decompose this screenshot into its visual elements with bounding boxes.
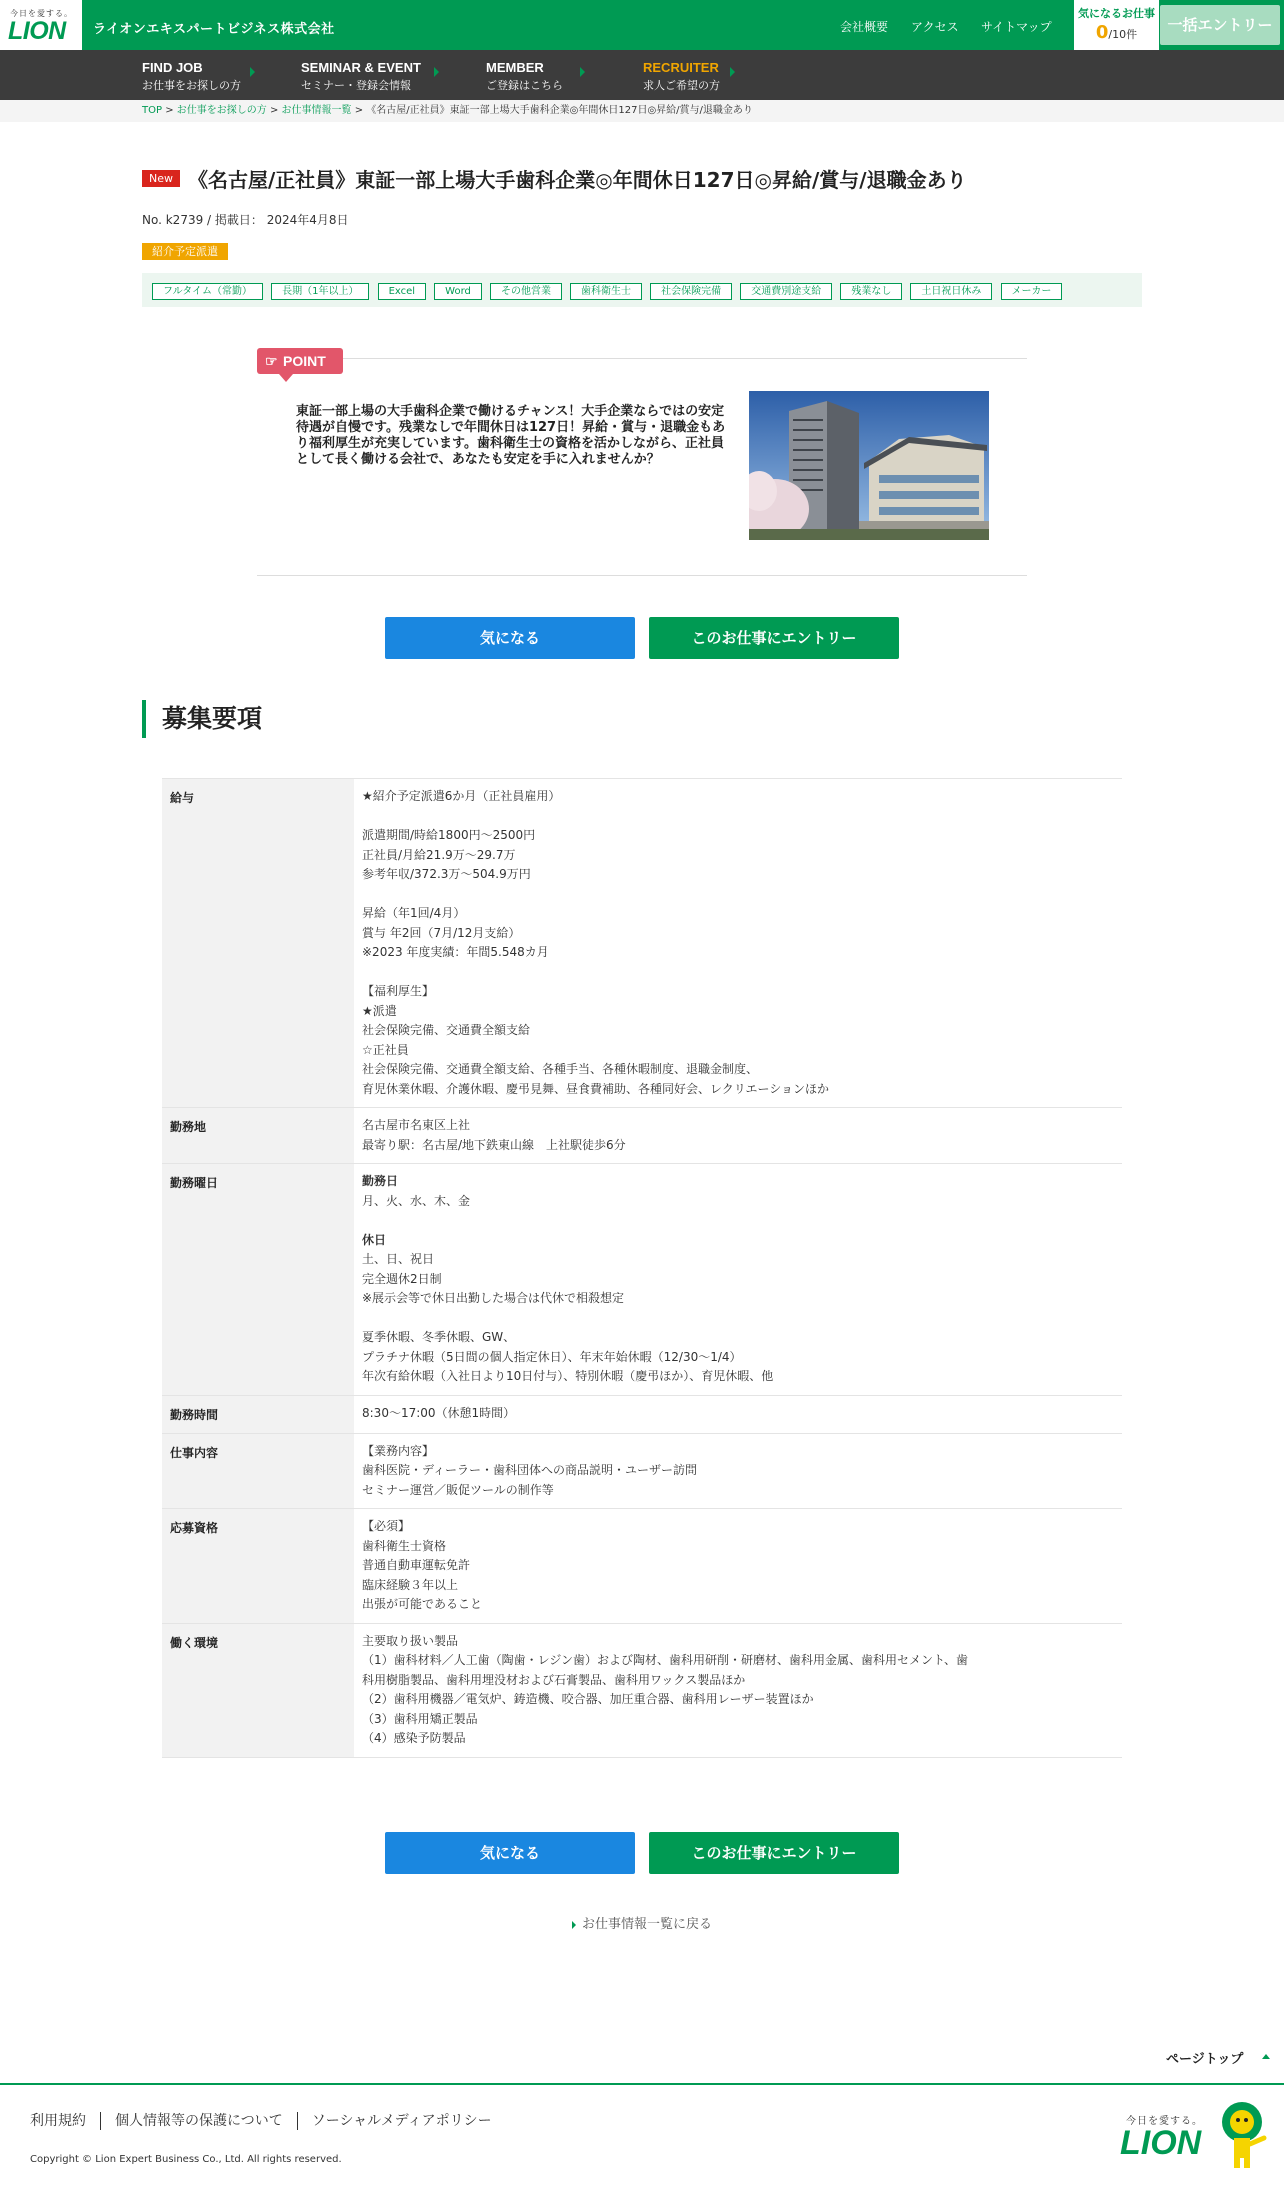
requirement-value — [354, 1433, 1122, 1509]
breadcrumb-separator: > — [354, 105, 367, 116]
logo-text: LION — [1120, 2124, 1202, 2162]
requirement-line: 参考年収/372.3万～504.9万円 — [362, 867, 531, 881]
requirement-line: ☆正社員 — [362, 1042, 409, 1057]
requirement-label: 勤務地 — [162, 1108, 354, 1164]
favorites-count: 0 — [1095, 22, 1109, 43]
util-link-access[interactable]: アクセス — [911, 20, 959, 34]
requirement-label: 勤務曜日 — [162, 1164, 354, 1396]
lion-logo[interactable] — [0, 0, 82, 50]
breadcrumb-separator: > — [269, 105, 282, 116]
copyright: Copyright © Lion Expert Business Co., Ltd. All rights reserved. — [30, 2154, 342, 2165]
requirement-line: 主要取り扱い製品 — [362, 1633, 459, 1648]
job-tag[interactable]: フルタイム（常勤） — [152, 283, 263, 300]
nav-sub: ご登録はこちら — [486, 79, 563, 92]
nav-member[interactable] — [486, 60, 563, 93]
requirement-line — [362, 963, 1114, 983]
requirement-line: 社会保険完備、交通費全額支給、各種手当、各種休暇制度、退職金制度、 — [362, 1062, 759, 1076]
requirement-label: 勤務時間 — [162, 1395, 354, 1433]
logo-tagline: 今日を愛する。 — [10, 9, 73, 18]
logo-tagline: 今日を愛する。 — [1126, 2116, 1203, 2127]
requirement-line: ★紹介予定派遣6か月（正社員雇用） — [362, 789, 561, 803]
util-link-sitemap[interactable]: サイトマップ — [981, 20, 1052, 34]
footer-divider — [0, 2083, 1284, 2085]
requirement-row — [162, 779, 1122, 1108]
requirement-row — [162, 1164, 1122, 1396]
requirement-line: （1）歯科材料／人工歯（陶歯・レジン歯）および陶材、歯科用研削・研磨材、歯科用金属、歯科用セメント、歯 — [362, 1653, 968, 1667]
requirement-row — [162, 1395, 1122, 1433]
requirement-line: 社会保険完備、交通費全額支給 — [362, 1023, 531, 1037]
requirement-line: （4）感染予防製品 — [362, 1731, 466, 1745]
footer-separator — [297, 2112, 298, 2130]
requirement-line: 歯科衛生士資格 — [362, 1538, 447, 1553]
requirement-line: 歯科医院・ディーラー・歯科団体への商品説明・ユーザー訪問 — [362, 1463, 698, 1477]
job-title: 《名古屋/正社員》東証一部上場大手歯科企業◎年間休日127日◎昇給/賞与/退職金あり — [188, 168, 967, 192]
arrow-up-icon[interactable] — [1262, 2054, 1270, 2059]
util-link-company[interactable]: 会社概要 — [840, 20, 889, 34]
breadcrumb — [0, 100, 1284, 122]
favorite-button[interactable]: 気になる — [385, 617, 635, 659]
requirement-line: 完全週休2日制 — [362, 1271, 442, 1286]
requirements-table — [162, 778, 1122, 1758]
footer-link-privacy[interactable]: 個人情報等の保護について — [115, 2113, 283, 2129]
point-divider-top — [257, 358, 1027, 359]
breadcrumb-job-list[interactable]: お仕事情報一覧 — [281, 105, 352, 116]
requirement-line: 休日 — [362, 1232, 387, 1247]
job-tag[interactable]: 歯科衛生士 — [570, 283, 642, 300]
job-tag[interactable]: 交通費別途支給 — [740, 283, 832, 300]
page-top-link[interactable]: ページトップ — [1166, 2052, 1244, 2067]
point-description: 東証一部上場の大手歯科企業で働けるチャンス！大手企業ならではの安定待遇が自慢です。残業なしで年間休日は127日！昇給・賞与・退職金もあり福利厚生が充実しています。歯科衛生士の資格を活かしながら、正社員として長く働ける会社で、あなたも安定を手に入れませんか？ — [296, 404, 726, 467]
job-tag[interactable]: メーカー — [1001, 283, 1063, 300]
job-tag[interactable]: Word — [434, 283, 482, 300]
requirement-label: 仕事内容 — [162, 1433, 354, 1509]
nav-title: SEMINAR & EVENT — [301, 60, 421, 75]
requirement-label: 給与 — [162, 779, 354, 1108]
breadcrumb-top[interactable]: TOP — [142, 105, 163, 116]
nav-seminar-event[interactable] — [301, 60, 421, 93]
nav-title: MEMBER — [486, 60, 544, 75]
footer-links — [30, 2110, 492, 2130]
chevron-right-icon — [730, 67, 735, 77]
breadcrumb-separator: > — [165, 105, 177, 116]
job-tag[interactable]: その他営業 — [490, 283, 562, 300]
requirement-line: 夏季休暇、冬季休暇、GW、 — [362, 1330, 516, 1344]
logo-text: LION — [8, 17, 66, 45]
footer-lion-logo[interactable] — [1120, 2100, 1270, 2170]
chevron-right-icon — [250, 67, 255, 77]
requirement-value — [354, 779, 1122, 1108]
nav-sub: お仕事をお探しの方 — [142, 79, 241, 92]
point-label: POINT — [283, 353, 326, 369]
footer-link-social-media-policy[interactable]: ソーシャルメディアポリシー — [311, 2113, 492, 2129]
requirement-line: 勤務日 — [362, 1174, 399, 1188]
requirement-line — [362, 885, 1114, 905]
requirement-line: 最寄り駅：名古屋/地下鉄東山線 上社駅徒歩6分 — [362, 1137, 626, 1152]
nav-sub: 求人ご希望の方 — [643, 79, 720, 92]
top-header — [0, 0, 1284, 50]
nav-find-job[interactable] — [142, 60, 241, 93]
section-title: 募集要項 — [142, 700, 262, 738]
favorites-counter[interactable] — [1074, 0, 1159, 50]
requirement-line: 科用樹脂製品、歯科用埋没材および石膏製品、歯科用ワックス製品ほか — [362, 1672, 746, 1687]
requirement-line: 名古屋市名東区上社 — [362, 1118, 471, 1132]
requirement-value — [354, 1509, 1122, 1624]
job-tag[interactable]: 土日祝日休み — [910, 283, 992, 300]
requirement-line: （2）歯科用機器／電気炉、鋳造機、咬合器、加圧重合器、歯科用レーザー装置ほか — [362, 1692, 814, 1706]
nav-sub: セミナー・登録会情報 — [301, 79, 411, 92]
requirement-line: 普通自動車運転免許 — [362, 1558, 471, 1572]
lion-mascot-icon — [1212, 2100, 1270, 2170]
requirement-line: 年次有給休暇（入社日より10日付与）、特別休暇（慶弔ほか）、育児休暇、他 — [362, 1369, 774, 1383]
point-divider-bottom — [257, 575, 1027, 576]
footer-link-terms[interactable]: 利用規約 — [30, 2113, 86, 2129]
job-meta: No. k2739 / 掲載日： 2024年4月8日 — [142, 213, 349, 227]
requirement-line: プラチナ休暇（5日間の個人指定休日）、年末年始休暇（12/30～1/4） — [362, 1349, 742, 1364]
point-badge — [257, 348, 343, 374]
job-tags — [142, 273, 1142, 307]
job-tag[interactable]: 社会保険完備 — [650, 283, 732, 300]
main-nav — [0, 50, 1284, 100]
requirement-value — [354, 1164, 1122, 1396]
requirement-row — [162, 1433, 1122, 1509]
requirement-line: 【業務内容】 — [362, 1443, 435, 1458]
requirement-line: 臨床経験３年以上 — [362, 1577, 459, 1592]
requirement-line — [362, 807, 1114, 827]
entry-button[interactable]: このお仕事にエントリー — [649, 1832, 899, 1874]
requirement-line: （3）歯科用矯正製品 — [362, 1711, 478, 1726]
job-tag[interactable]: 長期（1年以上） — [271, 283, 369, 300]
job-tag[interactable]: 残業なし — [840, 283, 902, 300]
pointing-hand-icon: ☞ — [265, 353, 278, 369]
back-to-list-link[interactable]: お仕事情報一覧に戻る — [572, 1913, 712, 1932]
favorites-label: 気になるお仕事 — [1078, 7, 1155, 20]
favorites-total: /10件 — [1108, 28, 1138, 41]
breadcrumb-current: 《名古屋/正社員》東証一部上場大手歯科企業◎年間休日127日◎昇給/賞与/退職金あり — [366, 105, 753, 116]
nav-title: RECRUITER — [643, 60, 719, 75]
requirement-value — [354, 1108, 1122, 1164]
company-building-photo — [749, 391, 989, 540]
requirement-value — [354, 1395, 1122, 1433]
requirement-line: 月、火、水、木、金 — [362, 1193, 471, 1208]
chevron-right-icon — [434, 67, 439, 77]
requirement-line: セミナー運営／販促ツールの制作等 — [362, 1482, 554, 1497]
requirement-line: ★派遣 — [362, 1003, 397, 1018]
favorite-button[interactable]: 気になる — [385, 1832, 635, 1874]
requirement-line: 【必須】 — [362, 1519, 411, 1533]
requirement-label: 働く環境 — [162, 1623, 354, 1757]
company-name[interactable]: ライオンエキスパートビジネス株式会社 — [93, 22, 335, 37]
requirement-line: 派遣期間/時給1800円～2500円 — [362, 828, 536, 842]
favorites-count-wrap — [1074, 22, 1159, 43]
building-photo-graphic — [749, 391, 989, 540]
new-badge: New — [142, 170, 180, 187]
requirement-line: 賞与 年2回（7月/12月支給） — [362, 925, 521, 940]
requirement-value — [354, 1623, 1122, 1757]
requirement-row — [162, 1108, 1122, 1164]
requirement-line: 正社員/月給21.9万～29.7万 — [362, 847, 516, 862]
requirement-line: 土、日、祝日 — [362, 1252, 435, 1266]
requirement-line: ※展示会等で休日出勤した場合は代休で相殺想定 — [362, 1291, 625, 1305]
requirement-line — [362, 1309, 1114, 1329]
chevron-right-icon — [580, 67, 585, 77]
entry-button[interactable]: このお仕事にエントリー — [649, 617, 899, 659]
requirement-line: 育児休業休暇、介護休暇、慶弔見舞、昼食費補助、各種同好会、レクリエーションほか — [362, 1081, 830, 1096]
requirement-line: 昇給（年1回/4月） — [362, 906, 466, 920]
requirement-line — [362, 1211, 1114, 1231]
requirement-line: 8:30～17:00（休憩1時間） — [362, 1405, 516, 1420]
employment-type-badge: 紹介予定派遣 — [142, 243, 228, 260]
requirement-line: ※2023 年度実績：年間5.548カ月 — [362, 945, 549, 959]
nav-title: FIND JOB — [142, 60, 203, 75]
requirement-row — [162, 1509, 1122, 1624]
breadcrumb-find-job[interactable]: お仕事をお探しの方 — [176, 105, 267, 116]
requirement-label: 応募資格 — [162, 1509, 354, 1624]
bulk-entry-button[interactable]: 一括エントリー — [1160, 5, 1280, 45]
job-tag[interactable]: Excel — [378, 283, 427, 300]
requirement-line: 【福利厚生】 — [362, 984, 435, 998]
requirement-row — [162, 1623, 1122, 1757]
footer-separator — [100, 2112, 101, 2130]
nav-recruiter[interactable] — [643, 60, 720, 93]
requirement-line: 出張が可能であること — [362, 1597, 483, 1611]
